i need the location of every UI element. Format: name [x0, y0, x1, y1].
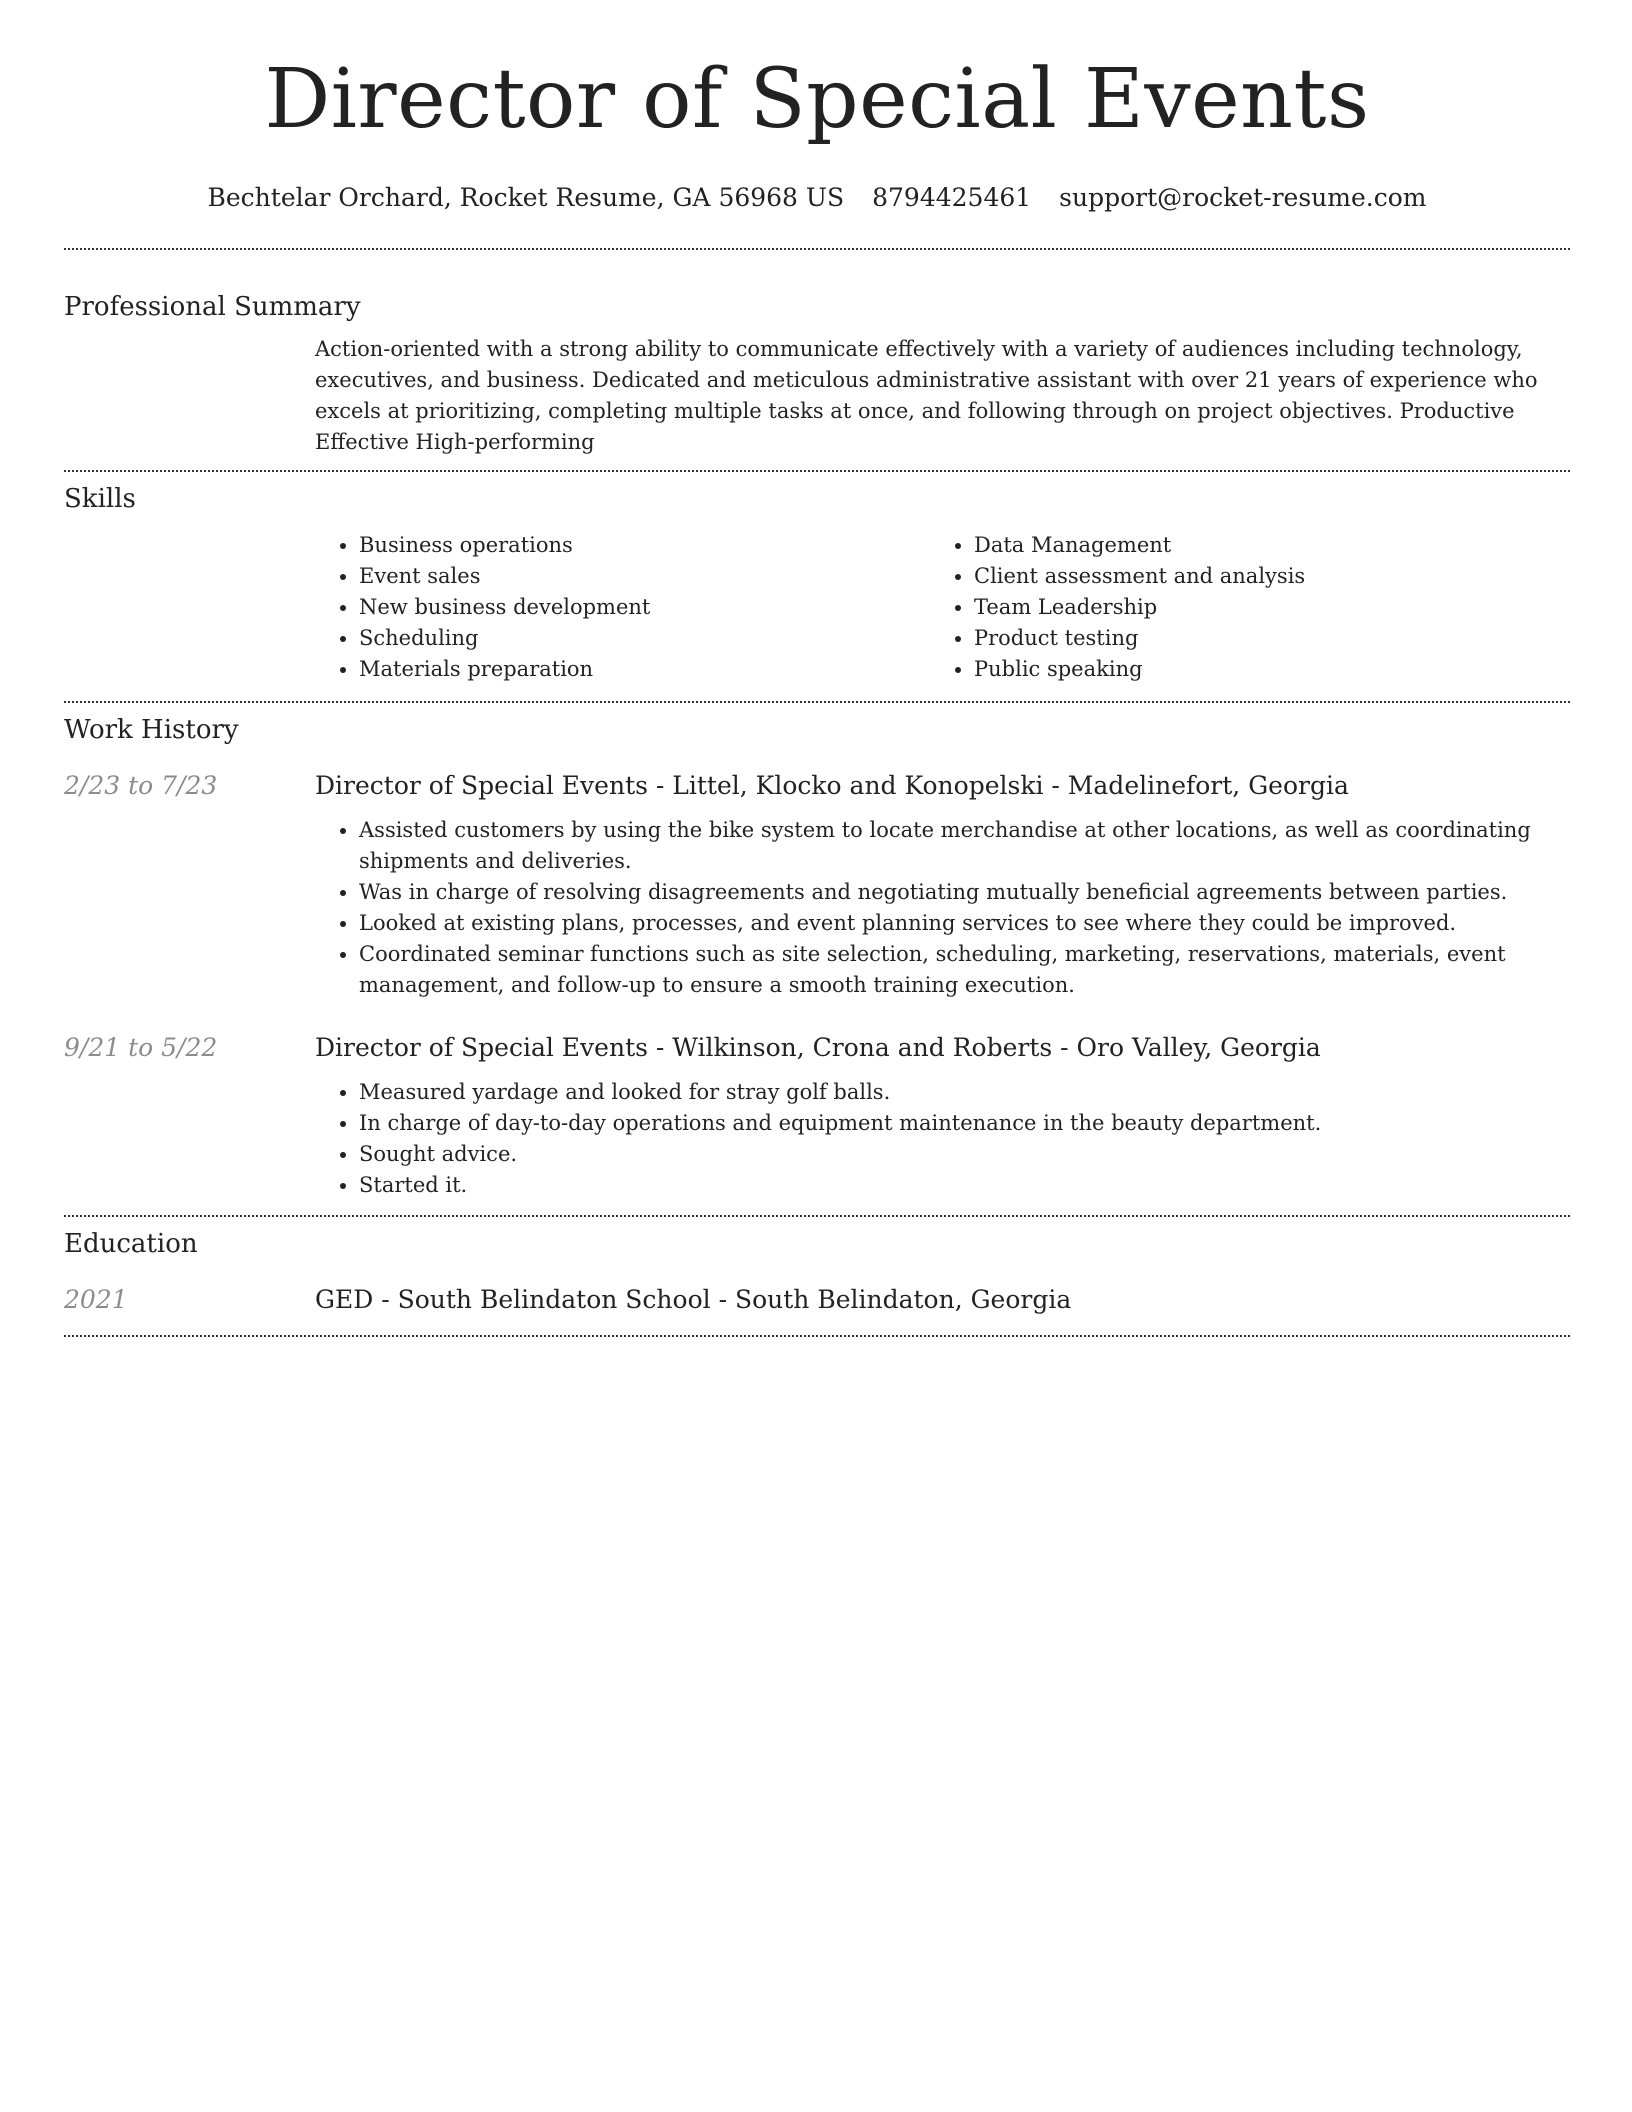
work-history-heading: Work History	[64, 715, 239, 745]
contact-phone: 8794425461	[872, 183, 1032, 212]
summary-section	[64, 250, 1570, 458]
contact-line	[64, 182, 1570, 214]
skills-heading: Skills	[64, 484, 136, 514]
job-dates: 2/23 to 7/23	[64, 771, 218, 800]
education-heading: Education	[64, 1229, 198, 1259]
education-title: GED - South Belindaton School - South Belindaton, Georgia	[315, 1285, 1072, 1314]
job-title: Director of Special Events - Wilkinson, Crona and Roberts - Oro Valley, Georgia	[315, 1033, 1321, 1062]
job-title: Director of Special Events - Littel, Klocko and Konopelski - Madelinefort, Georgia	[315, 771, 1349, 800]
skill-item: • Team Leadership	[974, 592, 1545, 623]
skills-section	[64, 472, 1570, 685]
resume-header	[64, 0, 1570, 214]
skill-item: • Public speaking	[974, 654, 1545, 685]
work-history-section	[64, 703, 1570, 1201]
job-bullet: • Sought advice.	[359, 1139, 1570, 1170]
job-bullet: • Was in charge of resolving disagreements and negotiating mutually beneficial agreements between parties.	[359, 877, 1570, 908]
job-bullet: • Assisted customers by using the bike system to locate merchandise at other locations, as well as coordinating shipments and deliveries.	[359, 815, 1570, 877]
skill-item: • Event sales	[359, 561, 930, 592]
job-entry	[64, 1031, 1570, 1201]
contact-address: Bechtelar Orchard, Rocket Resume, GA 56968 US	[207, 183, 845, 212]
job-entry	[64, 769, 1570, 1001]
job-bullet: • Looked at existing plans, processes, and event planning services to see where they could be improved.	[359, 908, 1570, 939]
skill-item: • Business operations	[359, 530, 930, 561]
skill-item: • Data Management	[974, 530, 1545, 561]
job-bullet: • Started it.	[359, 1170, 1570, 1201]
skills-column-left	[315, 530, 930, 685]
job-dates: 9/21 to 5/22	[64, 1033, 218, 1062]
skill-item: • Materials preparation	[359, 654, 930, 685]
education-entry	[64, 1283, 1570, 1317]
contact-email: support@rocket-resume.com	[1059, 183, 1427, 212]
summary-text: Action-oriented with a strong ability to communicate effectively with a variety of audiences including technology, executives, and business. Dedicated and meticulous administrative assistant with over 21 years of experience who excels at prioritizing, completing multiple tasks at once, and following through on project objectives. Productive Effective High-performing	[315, 337, 1538, 454]
candidate-name: Director of Special Events	[264, 52, 1370, 147]
skill-item: • Product testing	[974, 623, 1545, 654]
section-divider	[64, 1335, 1570, 1337]
job-bullet: • Coordinated seminar functions such as site selection, scheduling, marketing, reservations, materials, event management, and follow-up to ensure a smooth training execution.	[359, 939, 1570, 1001]
skill-item: • Client assessment and analysis	[974, 561, 1545, 592]
resume-page	[64, 0, 1570, 1337]
skill-item: • Scheduling	[359, 623, 930, 654]
job-bullet: • In charge of day-to-day operations and equipment maintenance in the beauty department.	[359, 1108, 1570, 1139]
summary-heading: Professional Summary	[64, 292, 361, 322]
education-section	[64, 1217, 1570, 1317]
skill-item: • New business development	[359, 592, 930, 623]
education-year: 2021	[64, 1285, 128, 1314]
skills-column-right	[930, 530, 1545, 685]
job-bullet: • Measured yardage and looked for stray golf balls.	[359, 1077, 1570, 1108]
